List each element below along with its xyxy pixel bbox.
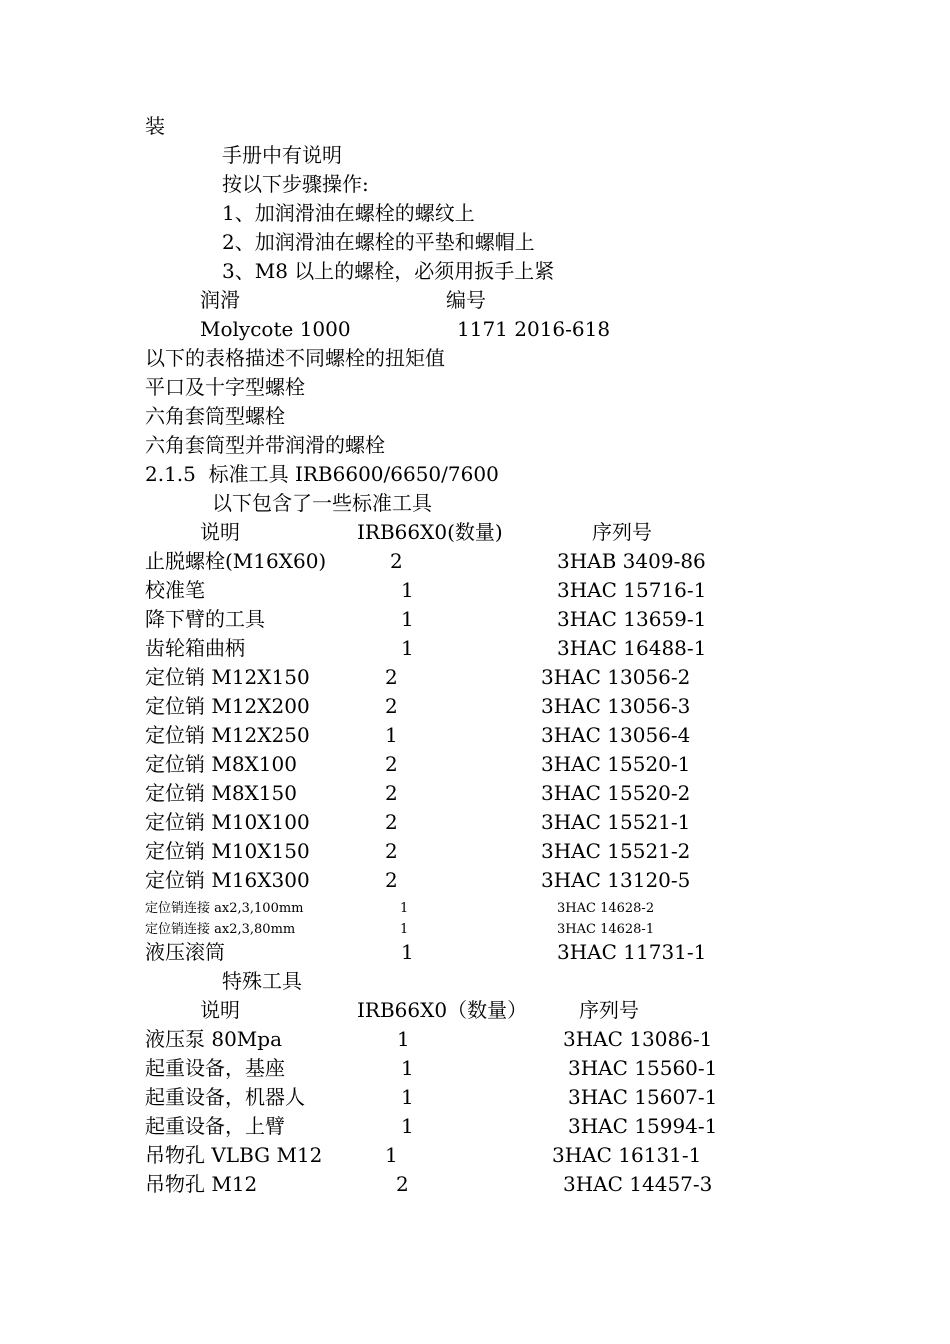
table-row-desc-small: 定位销连接 ax2,3,80mm [145, 922, 296, 937]
section-subtitle: 以下包含了一些标准工具 [212, 491, 432, 515]
table-row-qty-small: 1 [400, 922, 409, 937]
torque-description: 以下的表格描述不同螺栓的扭矩值 [145, 346, 445, 370]
table-row-serial: 3HAC 14457-3 [563, 1172, 713, 1196]
lube-name: Molycote 1000 [200, 317, 351, 341]
table-row-qty: 1 [401, 1114, 414, 1138]
std-header-qty: IRB66X0(数量) [357, 520, 503, 544]
table-row-desc: 定位销 M8X150 [145, 781, 297, 805]
table-row-qty: 1 [401, 940, 414, 964]
lube-header-name: 润滑 [200, 288, 240, 312]
table-row-desc: 齿轮箱曲柄 [145, 636, 245, 660]
table-row-serial: 3HAC 13056-3 [541, 694, 691, 718]
table-row-qty: 1 [401, 607, 414, 631]
table-row-desc: 起重设备，上臂 [145, 1114, 285, 1138]
table-row-serial: 3HAC 15560-1 [568, 1056, 718, 1080]
table-row-serial: 3HAC 15607-1 [568, 1085, 718, 1109]
table-row-desc: 吊物孔 M12 [145, 1172, 258, 1196]
table-row-desc: 定位销 M12X150 [145, 665, 310, 689]
table-row-desc: 定位销 M8X100 [145, 752, 297, 776]
special-header-serial: 序列号 [579, 998, 639, 1022]
table-row-qty: 2 [385, 868, 398, 892]
table-row-serial: 3HAC 15521-1 [541, 810, 691, 834]
table-row-serial: 3HAC 16488-1 [557, 636, 707, 660]
bolt-type-3: 六角套筒型并带润滑的螺栓 [145, 433, 385, 457]
table-row-qty: 1 [401, 1085, 414, 1109]
table-row-desc: 定位销 M12X250 [145, 723, 310, 747]
table-row-serial: 3HAC 15716-1 [557, 578, 707, 602]
std-header-desc: 说明 [200, 520, 240, 544]
table-row-qty: 2 [385, 781, 398, 805]
table-row-serial: 3HAC 15994-1 [568, 1114, 718, 1138]
table-row-qty: 2 [385, 839, 398, 863]
section-title: 2.1.5 标准工具 IRB6600/6650/7600 [145, 462, 499, 486]
table-row-desc: 止脱螺栓(M16X60) [145, 549, 327, 573]
step-2: 2、加润滑油在螺栓的平垫和螺帽上 [222, 230, 535, 254]
table-row-serial: 3HAC 13120-5 [541, 868, 691, 892]
table-row-qty: 2 [385, 810, 398, 834]
table-row-desc: 定位销 M10X100 [145, 810, 310, 834]
table-row-desc: 起重设备，基座 [145, 1056, 285, 1080]
table-row-serial-small: 3HAC 14628-2 [557, 901, 655, 916]
bolt-type-2: 六角套筒型螺栓 [145, 404, 285, 428]
table-row-qty: 1 [401, 1056, 414, 1080]
step-3: 3、M8 以上的螺栓，必须用扳手上紧 [222, 259, 555, 283]
table-row-desc: 定位销 M10X150 [145, 839, 310, 863]
table-row-serial: 3HAC 15521-2 [541, 839, 691, 863]
heading-fragment: 装 [145, 114, 165, 138]
table-row-desc: 定位销 M16X300 [145, 868, 310, 892]
table-row-qty: 1 [385, 723, 398, 747]
table-row-qty: 1 [401, 636, 414, 660]
steps-intro: 按以下步骤操作: [222, 172, 369, 196]
table-row-serial: 3HAB 3409-86 [557, 549, 706, 573]
table-row-qty-small: 1 [400, 901, 409, 916]
step-1: 1、加润滑油在螺栓的螺纹上 [222, 201, 475, 225]
table-row-desc: 降下臂的工具 [145, 607, 265, 631]
lube-header-code: 编号 [446, 288, 486, 312]
table-row-serial: 3HAC 15520-2 [541, 781, 691, 805]
table-row-serial: 3HAC 16131-1 [552, 1143, 702, 1167]
table-row-desc: 吊物孔 VLBG M12 [145, 1143, 323, 1167]
lube-code: 1171 2016-618 [457, 317, 611, 341]
bolt-type-1: 平口及十字型螺栓 [145, 375, 305, 399]
table-row-serial: 3HAC 11731-1 [557, 940, 707, 964]
table-row-qty: 2 [385, 665, 398, 689]
table-row-qty: 2 [390, 549, 403, 573]
table-row-qty: 2 [385, 752, 398, 776]
table-row-desc: 校准笔 [145, 578, 205, 602]
table-row-serial-small: 3HAC 14628-1 [557, 922, 655, 937]
table-row-desc: 液压滚筒 [145, 940, 225, 964]
table-row-serial: 3HAC 13056-4 [541, 723, 691, 747]
table-row-serial: 3HAC 13056-2 [541, 665, 691, 689]
table-row-qty: 1 [401, 578, 414, 602]
table-row-desc: 起重设备，机器人 [145, 1085, 305, 1109]
table-row-serial: 3HAC 13659-1 [557, 607, 707, 631]
table-row-qty: 2 [396, 1172, 409, 1196]
table-row-desc: 液压泵 80Mpa [145, 1027, 283, 1051]
table-row-serial: 3HAC 15520-1 [541, 752, 691, 776]
special-header-desc: 说明 [200, 998, 240, 1022]
table-row-desc: 定位销 M12X200 [145, 694, 310, 718]
special-tools-title: 特殊工具 [222, 969, 302, 993]
table-row-desc-small: 定位销连接 ax2,3,100mm [145, 901, 304, 916]
table-row-qty: 2 [385, 694, 398, 718]
manual-note: 手册中有说明 [222, 143, 342, 167]
table-row-serial: 3HAC 13086-1 [563, 1027, 713, 1051]
special-header-qty: IRB66X0（数量） [357, 998, 528, 1022]
table-row-qty: 1 [397, 1027, 410, 1051]
std-header-serial: 序列号 [592, 520, 652, 544]
table-row-qty: 1 [385, 1143, 398, 1167]
